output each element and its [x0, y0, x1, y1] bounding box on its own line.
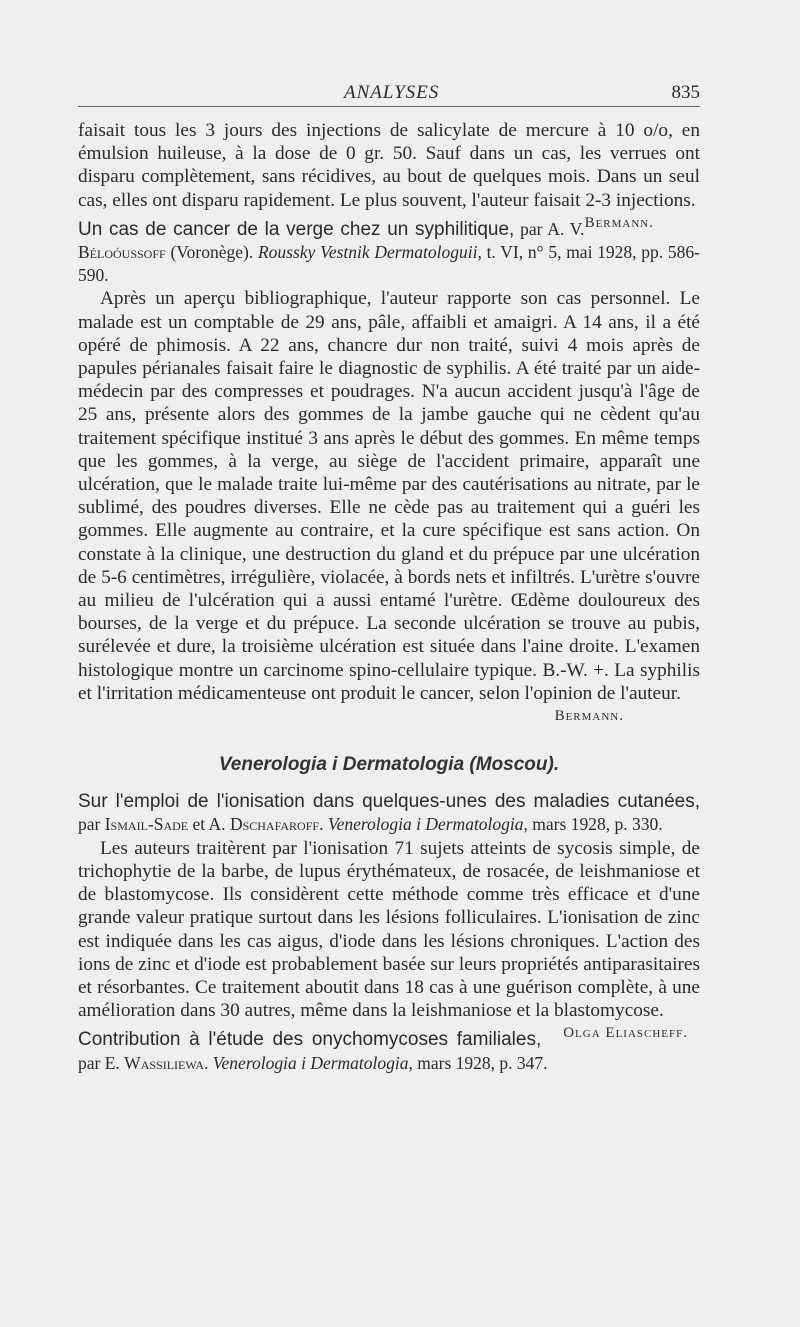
article-onychomycoses-reference: Contribution à l'étude des onychomycoses familiales, par E. Wassiliewa. Venerologia i Dermatologia, mars 1928, p. 347. [78, 1029, 548, 1073]
article-ionisation-text: Les auteurs traitèrent par l'ionisation 71 sujets atteints de sycosis simple, de trichophytie de la barbe, de lupus érythémateux, de rosacée, de leishmaniose et de blastomycose. Ils considèrent cette méthode comme très efficace et d'une grande valeur pratique surtout dans les lésions folliculaires. L'ionisation de zinc est indiquée dans les cas aigus, d'iode dans les lésions chroniques. L'action des ions de zinc et d'iode est probablement basée sur leurs propriétés antiparasitaires et résorbantes. Ce traitement aboutit dans 18 cas à une guérison complète, à une amélioration dans 30 autres, même dans la leishmaniose et la blastomycose. [78, 837, 700, 1022]
running-title: ANALYSES [344, 82, 440, 103]
article-cancer-author: Béloóussoff [78, 242, 166, 263]
article-ionisation-author1: Ismail-Sade [104, 814, 189, 835]
page [78, 80, 700, 1075]
article-onychomycoses-author: Wassiliewa [124, 1052, 205, 1073]
intro-signature: Bermann. [584, 214, 654, 231]
article-cancer-journal: Roussky Vestnik Dermatologuii, [257, 242, 482, 263]
article-onychomycoses-journal: Venerologia i Dermatologia, [212, 1052, 413, 1073]
article-ionisation-title: Sur l'emploi de l'ionisation dans quelques-unes des maladies cutanées, [78, 791, 700, 813]
article-cancer-signature: Bermann. [554, 708, 624, 725]
journal-section-heading: Venerologia i Dermatologia (Moscou). [218, 754, 560, 776]
article-ionisation-signature: Olga Eliascheff. [563, 1025, 688, 1042]
running-header [78, 80, 700, 107]
intro-text: faisait tous les 3 jours des injections de salicylate de mercure à 10 o/o, en émulsion huileuse, à la dose de 0 gr. 50. Sauf dans un cas, les verrues ont disparu complètement, sans récidives, au bout de quelques mois. Dans un seul cas, elles ont disparu rapidement. Le plus souvent, l'auteur faisait 2-3 injections. [78, 120, 700, 211]
article-ionisation-journal: Venerologia i Dermatologia, [327, 814, 528, 835]
article-ionisation-author2: Dschafaroff [229, 814, 320, 835]
article-cancer-title: Un cas de cancer de la verge chez un syphilitique, [78, 218, 515, 240]
page-number: 835 [671, 82, 700, 103]
article-cancer [78, 218, 700, 728]
article-ionisation-reference: Sur l'emploi de l'ionisation dans quelques-unes des maladies cutanées, par Ismail-Sade et A. Dschafaroff. Venerologia i Dermatologia, mars 1928, p. 330. [78, 791, 700, 835]
article-onychomycoses-title: Contribution à l'étude des onychomycoses familiales, [78, 1029, 542, 1051]
article-cancer-reference: Un cas de cancer de la verge chez un syphilitique, par A. V. Béloóussoff (Voronège). Roussky Vestnik Dermatologuii, t. VI, n° 5, mai 1928, pp. 586-590. [78, 218, 701, 286]
article-cancer-body: Après un aperçu bibliographique, l'auteur rapporte son cas personnel. Le malade est un comptable de 29 ans, pâle, affaibli et amaigri. A 14 ans, il a été opéré de phimosis. A 22 ans, chancre dur non traité, suivi 4 mois après de papules périanales faisait faire le diagnostic de syphilis. A été traité par un aide-médecin par des compresses et poudrages. N'a aucun accident jusqu'à l'âge de 25 ans, présente alors des gommes de la jambe gauche qui ne cèdent qu'au traitement spécifique institué 3 ans après le début des gommes. En même temps que les gommes, à la verge, au siège de l'accident primaire, apparaît une ulcération, que le malade traite lui-même par des cautérisations au nitrate, par le sublimé, des poudres diverses. Elle ne cède pas au traitement qui a guéri les gommes. Elle augmente au contraire, et la cure spécifique est sans action. On constate à la clinique, une destruction du gland et du prépuce par une ulcération de 5-6 centimètres, irrégulière, violacée, à bords nets et infiltrés. L'urètre s'ouvre au milieu de l'ulcération qui a aussi entamé l'urètre. Œdème douloureux des bourses, de la verge et du prépuce. La seconde ulcération se trouve au pubis, surélevée et dure, la troisième ulcération est située dans l'aine droite. L'examen histologique montre un carcinome spino-cellulaire typique. B.-W. +. La syphilis et l'irritation médicamenteuse ont produit le cancer, selon l'opinion de l'auteur. [78, 288, 700, 704]
